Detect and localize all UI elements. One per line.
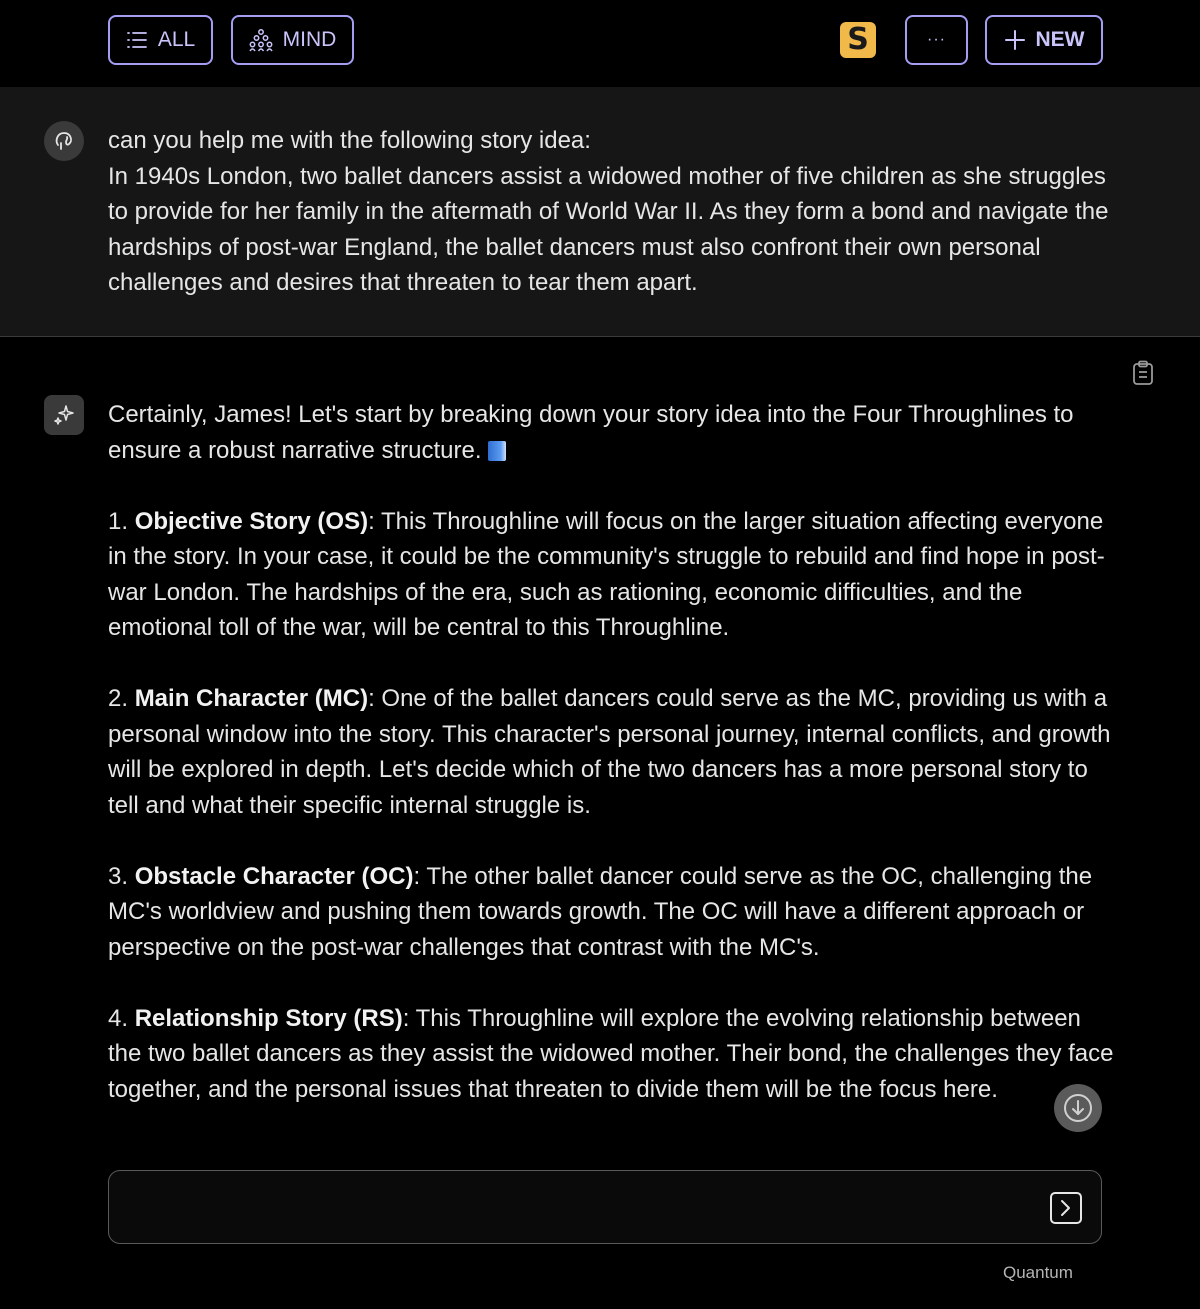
user-message: [0, 87, 1200, 337]
mind-button-label: MIND: [282, 28, 337, 51]
list-icon: [126, 29, 148, 51]
blue-book-icon: [488, 441, 506, 461]
new-chat-label: NEW: [1035, 28, 1085, 51]
assistant-intro: Certainly, James! Let's start by breaking down your story idea into the Four Throughlines to ensure a robust narrative structure.: [108, 401, 1074, 464]
user-avatar-icon: [52, 129, 76, 153]
group-icon: [249, 28, 273, 52]
sparkle-icon: [52, 403, 76, 427]
model-label: Quantum: [1003, 1263, 1073, 1282]
app-logo[interactable]: [840, 22, 876, 58]
top-bar: [0, 0, 1200, 87]
more-options-label: ···: [927, 31, 946, 48]
scroll-down-button[interactable]: [1054, 1084, 1102, 1132]
plus-icon: [1004, 29, 1026, 51]
throughline-item-1: 1. Objective Story (OS): This Throughline will focus on the larger situation affecting everyone in the story. In your case, it could be the community's struggle to rebuild and find hope in post-war London. The hardships of the era, such as rationing, economic difficulties, and the emotional toll of the war, will be central to this Throughline.: [108, 507, 1105, 641]
throughline-item-4: 4. Relationship Story (RS): This Throughline will explore the evolving relationship between the two ballet dancers as they assist the widowed mother. Their bond, the challenges they face together, and the personal issues that threaten to divide them will be the focus here.: [108, 1004, 1114, 1103]
user-message-text: [108, 123, 1118, 301]
assistant-message-text: [108, 397, 1118, 1143]
more-options-button[interactable]: [905, 15, 968, 65]
throughline-item-2: 2. Main Character (MC): One of the ballet dancers could serve as the MC, providing us with a personal window into the story. This character's personal journey, internal conflicts, and growth will be explored in depth. Let's decide which of the two dancers has a more personal story to tell and what their specific internal struggle is.: [108, 685, 1111, 819]
user-avatar: [44, 121, 84, 161]
message-composer[interactable]: [108, 1170, 1102, 1244]
all-button-label: ALL: [157, 28, 196, 51]
logo-letter: S: [847, 22, 869, 57]
clipboard-icon[interactable]: [1131, 360, 1155, 391]
throughline-item-3: 3. Obstacle Character (OC): The other ballet dancer could serve as the OC, challenging the MC's worldview and pushing them towards growth. The OC will have a different approach or perspective on the post-war challenges that contrast with the MC's.: [108, 862, 1093, 961]
mind-button[interactable]: [231, 15, 354, 65]
send-button[interactable]: [1049, 1191, 1083, 1225]
send-icon: [1049, 1191, 1083, 1225]
arrow-down-circle-icon: [1062, 1092, 1094, 1124]
user-message-line1: can you help me with the following story idea:: [108, 127, 591, 154]
new-chat-button[interactable]: [985, 15, 1103, 65]
user-message-line2: In 1940s London, two ballet dancers assist a widowed mother of five children as she struggles to provide for her family in the aftermath of World War II. As they form a bond and navigate the hardships of post-war England, the ballet dancers must also confront their own personal challenges and desires that threaten to tear them apart.: [108, 162, 1109, 296]
assistant-message: [0, 337, 1200, 1167]
assistant-avatar: [44, 395, 84, 435]
message-input[interactable]: [129, 1191, 1029, 1225]
all-button[interactable]: [108, 15, 213, 65]
